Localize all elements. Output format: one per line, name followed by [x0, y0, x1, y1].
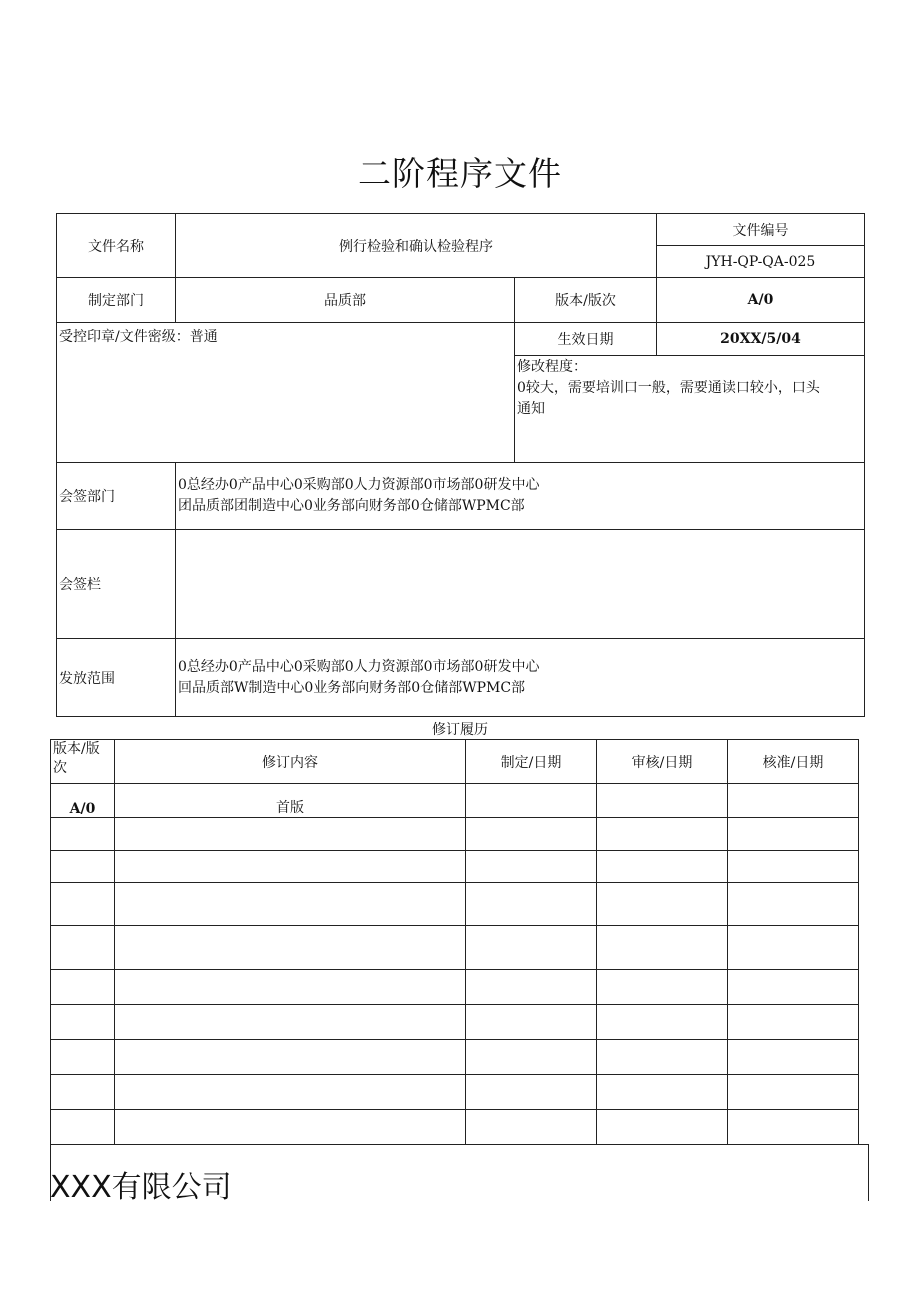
footer-right-border — [868, 1144, 869, 1201]
version-value: A/0 — [657, 278, 865, 323]
row-approve — [728, 970, 859, 1005]
row-made — [466, 883, 597, 926]
modify-line-1: 0较大，需要培训口一般，需要通读口较小，口头 — [517, 380, 820, 396]
row-made — [466, 818, 597, 851]
row-content — [115, 1005, 466, 1040]
row-version — [51, 1005, 115, 1040]
distribution-line-1: 0总经办0产品中心0采购部0人力资源部0市场部0研发中心 — [178, 658, 540, 675]
row-review — [597, 926, 728, 970]
row-made — [466, 1005, 597, 1040]
row-review — [597, 851, 728, 883]
col-approve-header: 核准/日期 — [728, 740, 859, 784]
row-review — [597, 1075, 728, 1110]
col-version-header: 版本/版次 — [51, 740, 115, 784]
row-version — [51, 970, 115, 1005]
row-version — [51, 926, 115, 970]
row-review — [597, 1005, 728, 1040]
col-content-header: 修订内容 — [115, 740, 466, 784]
col-review-header: 审核/日期 — [597, 740, 728, 784]
table-row — [51, 970, 859, 1005]
row-approve — [728, 1110, 859, 1145]
control-stamp-cell — [57, 323, 515, 463]
sign-dept-cell — [176, 463, 865, 530]
sign-dept-line-1: 0总经办0产品中心0采购部0人力资源部0市场部0研发中心 — [178, 477, 540, 493]
row-content — [115, 883, 466, 926]
sign-bar-label: 会签栏 — [57, 530, 176, 639]
distribution-cell — [176, 639, 865, 717]
control-label: 受控印章/文件密级：普通 — [59, 329, 218, 345]
file-no-label: 文件编号 — [657, 214, 865, 246]
row-approve — [728, 784, 859, 818]
distribution-label: 发放范围 — [57, 639, 176, 717]
modify-line-2: 通知 — [517, 401, 545, 417]
row-made — [466, 1075, 597, 1110]
table-row — [51, 784, 859, 818]
table-row — [51, 1110, 859, 1145]
table-row — [51, 818, 859, 851]
row-version — [51, 818, 115, 851]
row-approve — [728, 1075, 859, 1110]
distribution-line-2: 回品质部W制造中心0业务部向财务部0仓储部WPMC部 — [178, 679, 526, 696]
row-version — [51, 1075, 115, 1110]
row-made — [466, 926, 597, 970]
row-made — [466, 784, 597, 818]
revision-header-row — [51, 740, 859, 784]
sign-bar-cell — [176, 530, 865, 639]
modify-label: 修改程度： — [517, 359, 587, 375]
row-review — [597, 784, 728, 818]
row-made — [466, 1040, 597, 1075]
row-content — [115, 851, 466, 883]
table-row — [51, 883, 859, 926]
row-review — [597, 1040, 728, 1075]
row-approve — [728, 851, 859, 883]
row-review — [597, 970, 728, 1005]
row-approve — [728, 883, 859, 926]
row-content — [115, 926, 466, 970]
row-version — [51, 883, 115, 926]
row-content — [115, 1075, 466, 1110]
table-row — [51, 1005, 859, 1040]
company-name: XXX有限公司 — [50, 1170, 232, 1205]
row-content — [115, 818, 466, 851]
col-made-header: 制定/日期 — [466, 740, 597, 784]
row-approve — [728, 818, 859, 851]
row-version — [51, 1040, 115, 1075]
document-header-table — [56, 213, 865, 717]
file-no-value: JYH-QP-QA-025 — [657, 246, 865, 278]
modify-degree-cell — [515, 356, 865, 463]
revision-history-title: 修订履历 — [432, 722, 488, 738]
row-made — [466, 970, 597, 1005]
version-label: 版本/版次 — [515, 278, 657, 323]
sign-dept-line-2: 团品质部团制造中心0业务部向财务部0仓储部WPMC部 — [178, 498, 525, 514]
sign-dept-label: 会签部门 — [57, 463, 176, 530]
row-approve — [728, 1040, 859, 1075]
row-content — [115, 1040, 466, 1075]
table-row — [51, 926, 859, 970]
file-name-value: 例行检验和确认检验程序 — [176, 214, 657, 278]
row-review — [597, 883, 728, 926]
row-review — [597, 1110, 728, 1145]
effective-value: 20XX/5/04 — [657, 323, 865, 356]
row-content — [115, 1110, 466, 1145]
row-review — [597, 818, 728, 851]
row-made — [466, 1110, 597, 1145]
table-row — [51, 1075, 859, 1110]
document-title: 二阶程序文件 — [358, 154, 562, 193]
row-approve — [728, 926, 859, 970]
dept-label: 制定部门 — [57, 278, 176, 323]
row-content: 首版 — [115, 784, 466, 818]
dept-value: 品质部 — [176, 278, 515, 323]
row-version — [51, 851, 115, 883]
row-version: A/0 — [51, 784, 115, 818]
row-content — [115, 970, 466, 1005]
file-name-label: 文件名称 — [57, 214, 176, 278]
row-made — [466, 851, 597, 883]
effective-label: 生效日期 — [515, 323, 657, 356]
row-version — [51, 1110, 115, 1145]
table-row — [51, 851, 859, 883]
revision-history-table — [50, 739, 859, 1145]
table-row — [51, 1040, 859, 1075]
footer-top-border — [857, 1144, 869, 1145]
row-approve — [728, 1005, 859, 1040]
